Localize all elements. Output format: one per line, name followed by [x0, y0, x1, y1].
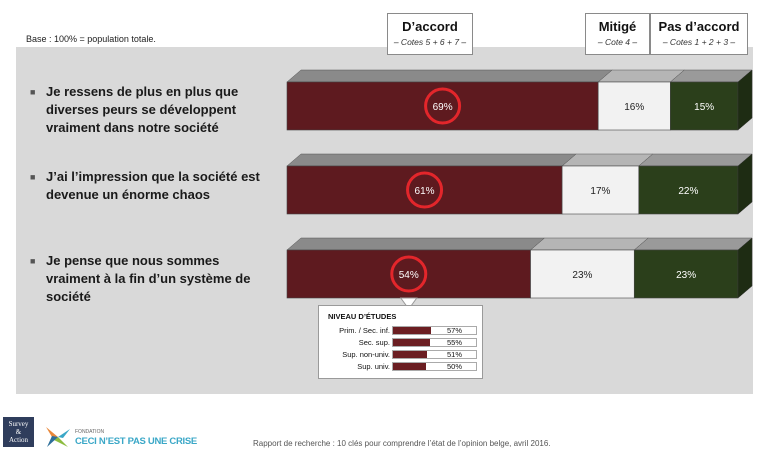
education-row-value: 57% — [447, 326, 463, 335]
header-mixed-title: Mitigé — [598, 19, 637, 34]
education-row — [319, 338, 484, 348]
header-mixed-subtitle: – Cote 4 – — [597, 37, 638, 47]
statement-1-text: Je ressens de plus en plus que diverses peurs se développent vraiment dans notre société — [46, 84, 239, 135]
bar-top-face — [634, 238, 752, 250]
bullet-icon: ■ — [30, 87, 36, 97]
header-agree-title: D’accord — [402, 19, 458, 34]
bar-value-label: 69% — [432, 102, 453, 113]
header-disagree-title: Pas d’accord — [658, 19, 740, 34]
bar-top-face — [531, 238, 649, 250]
bar-value-label: 54% — [398, 270, 419, 281]
education-row-value: 55% — [447, 338, 463, 347]
education-bar-fill — [393, 363, 426, 370]
bar-value-label: 15% — [694, 102, 715, 113]
bar-value-label: 16% — [624, 102, 645, 113]
education-row — [319, 350, 484, 360]
bar-top-face — [562, 154, 653, 166]
bar-top-face — [287, 70, 612, 82]
bar-top-face — [639, 154, 752, 166]
fondation-logo — [43, 425, 197, 454]
survey-action-logo-line: Survey — [8, 420, 29, 428]
education-row-value: 51% — [447, 350, 463, 359]
education-bar-track — [392, 350, 477, 359]
education-bar-track — [392, 362, 477, 371]
survey-action-logo — [3, 417, 34, 447]
bar-value-label: 23% — [676, 270, 697, 281]
education-bar-fill — [393, 351, 427, 358]
pinwheel-icon — [43, 425, 73, 449]
header-agree-subtitle: – Cotes 5 + 6 + 7 – — [393, 37, 467, 47]
education-row — [319, 362, 484, 372]
bar-top-face — [287, 154, 576, 166]
education-bar-fill — [393, 339, 430, 346]
bar-value-label: 23% — [572, 270, 593, 281]
bullet-icon: ■ — [30, 256, 36, 266]
bar-value-label: 61% — [414, 186, 435, 197]
survey-action-logo-line: Action — [8, 436, 29, 444]
education-row-label: Sup. univ. — [357, 362, 390, 371]
education-row — [319, 326, 484, 336]
education-callout — [318, 305, 483, 379]
education-row-value: 50% — [447, 362, 463, 371]
bar-value-label: 22% — [678, 186, 699, 197]
education-bar-track — [392, 326, 477, 335]
fondation-logo-small: FONDATION — [75, 429, 105, 435]
footer-source: Rapport de recherche : 10 clés pour comprendre l’état de l’opinion belge, avril 2016. — [253, 439, 551, 448]
education-row-label: Sec. sup. — [358, 338, 390, 347]
bar-top-face — [598, 70, 684, 82]
education-callout-title: NIVEAU D’ÉTUDES — [328, 312, 397, 321]
statement-3-text: Je pense que nous sommes vraiment à la fin d’un système de société — [46, 253, 251, 304]
header-disagree-subtitle: – Cotes 1 + 2 + 3 – — [662, 37, 736, 47]
base-note: Base : 100% = population totale. — [26, 34, 156, 44]
bar-value-label: 17% — [590, 186, 611, 197]
header-mixed — [585, 13, 650, 55]
education-bar-track — [392, 338, 477, 347]
survey-action-logo-line: & — [15, 428, 22, 436]
bar-top-face — [287, 238, 545, 250]
education-row-label: Prim. / Sec. inf. — [339, 326, 390, 335]
fondation-logo-name: CECI N’EST PAS UNE CRISE — [75, 436, 197, 447]
statement-2-text: J’ai l’impression que la société est devenue un énorme chaos — [46, 169, 260, 202]
header-agree — [387, 13, 473, 55]
education-row-label: Sup. non-univ. — [342, 350, 390, 359]
education-bar-fill — [393, 327, 431, 334]
header-disagree — [650, 13, 748, 55]
bullet-icon: ■ — [30, 172, 36, 182]
